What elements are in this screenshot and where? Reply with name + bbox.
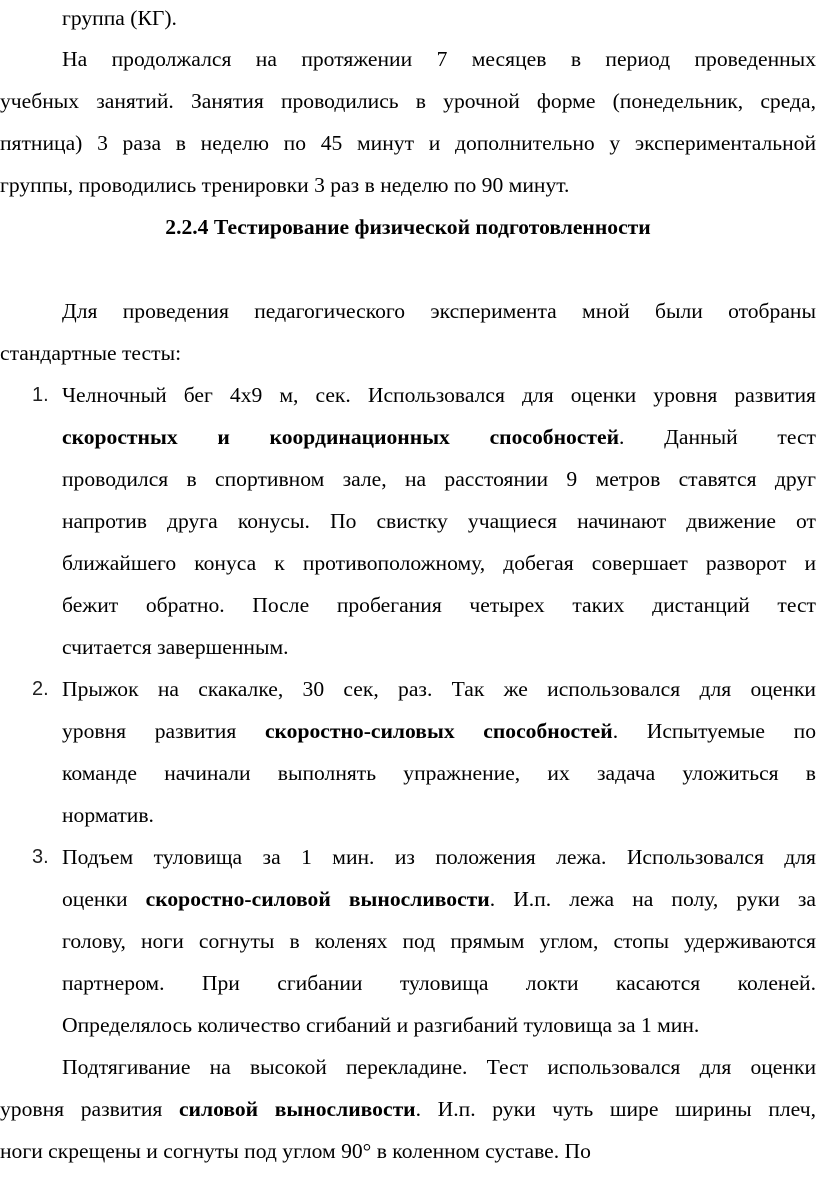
list-number: 3. (32, 846, 49, 868)
text-line: группа (КГ). (62, 6, 177, 30)
text-line: бежит обратно. После пробегания четырех таких дистанций тест (62, 593, 816, 617)
text-line: Определялось количество сгибаний и разгибаний туловища за 1 мин. (62, 1013, 700, 1037)
text-line: Прыжок на скакалке, 30 сек, раз. Так же использовался для оценки (62, 677, 816, 701)
bold-term: скоростно-силовых способностей (264, 719, 613, 743)
text-line: голову, ноги согнуты в коленях под прямым углом, стопы удерживаются (62, 929, 816, 953)
text-line: скоростных и координационных способностей. Данный тест (62, 425, 816, 449)
bold-term: скоростных и координационных способностей (62, 425, 620, 449)
text-line: уровня развития силовой выносливости. И.п. руки чуть шире ширины плеч, (0, 1097, 816, 1121)
text-line: пятница) 3 раза в неделю по 45 минут и дополнительно у экспериментальной (0, 131, 816, 155)
text-line: партнером. При сгибании туловища локти касаются коленей. (62, 971, 816, 995)
text-line: проводился в спортивном зале, на расстоянии 9 метров ставятся друг (62, 467, 816, 491)
text-line: группы, проводились тренировки 3 раз в неделю по 90 минут. (0, 173, 570, 197)
text-line: На продолжался на протяжении 7 месяцев в период проведенных (62, 47, 816, 71)
text-line: Для проведения педагогического эксперимента мной были отобраны (62, 299, 816, 323)
text-line: норматив. (62, 803, 154, 827)
list-number: 1. (32, 384, 49, 406)
text-line: оценки скоростно-силовой выносливости. И.п. лежа на полу, руки за (62, 887, 816, 911)
text-line: напротив друга конусы. По свистку учащиеся начинают движение от (62, 509, 816, 533)
list-number: 2. (32, 678, 49, 700)
section-heading: 2.2.4 Тестирование физической подготовленности (165, 215, 651, 239)
text-line: ноги скрещены и согнуты под углом 90° в коленном суставе. По (0, 1139, 591, 1163)
text-line: стандартные тесты: (0, 341, 182, 365)
text-line: Челночный бег 4х9 м, сек. Использовался для оценки уровня развития (62, 383, 816, 407)
bold-term: силовой выносливости (178, 1097, 416, 1121)
bold-term: скоростно-силовой выносливости (145, 887, 490, 911)
text-line: команде начинали выполнять упражнение, их задача уложиться в (62, 761, 816, 785)
text-line: Подтягивание на высокой перекладине. Тест использовался для оценки (62, 1055, 816, 1079)
text-line: учебных занятий. Занятия проводились в урочной форме (понедельник, среда, (0, 89, 816, 113)
text-line: уровня развития скоростно-силовых способностей. Испытуемые по (62, 719, 816, 743)
text-line: ближайшего конуса к противоположному, добегая совершает разворот и (62, 551, 816, 575)
text-line: считается завершенным. (62, 635, 289, 659)
text-line: Подъем туловища за 1 мин. из положения лежа. Использовался для (62, 845, 816, 869)
